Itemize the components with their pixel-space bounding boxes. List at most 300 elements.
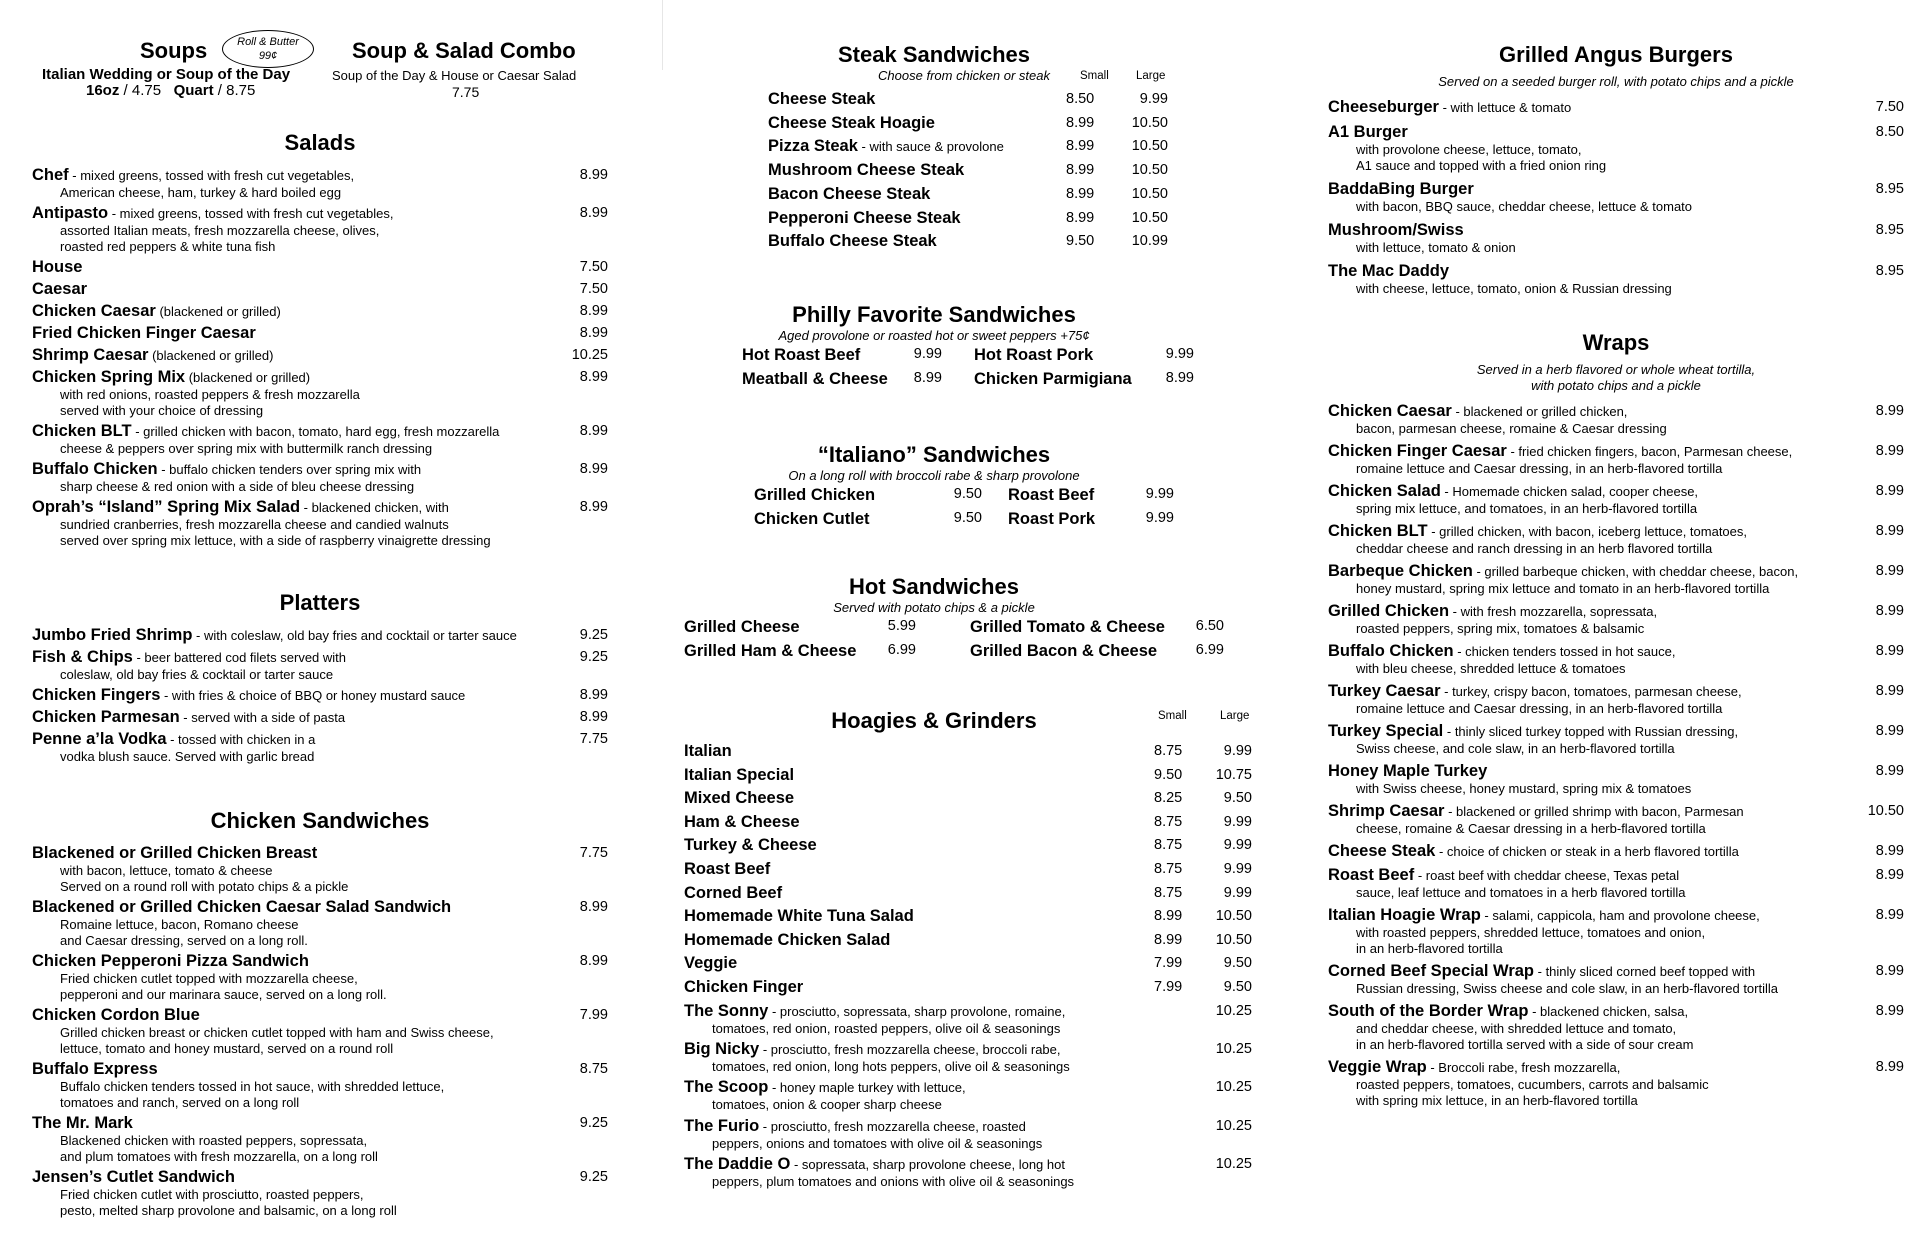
salads-item-line (32, 460, 608, 479)
salads-item-name: Chef (32, 166, 69, 184)
hoagies-item-name: Mixed Cheese (684, 789, 795, 808)
hoagies-special-price: 10.25 (1215, 1002, 1252, 1019)
wraps-item (1328, 1002, 1904, 1053)
platters-item (32, 730, 608, 765)
wraps-item-name: Grilled Chicken (1328, 602, 1450, 620)
wraps-item-price: 8.99 (1875, 763, 1904, 779)
soup-price-quart: / 8.75 (217, 82, 256, 99)
hoagies-section (684, 708, 1254, 1190)
chicken_sandwiches-item-detail: Romaine lettuce, bacon, Romano cheese (60, 917, 299, 932)
platters-item (32, 626, 608, 645)
salads-item-line (32, 280, 608, 299)
column-divider (662, 0, 663, 70)
platters-item-price: 9.25 (579, 649, 608, 665)
wraps-item-line (1328, 562, 1904, 581)
wraps-item-detail: sauce, leaf lettuce and tomatoes in a herb flavored tortilla (1356, 885, 1686, 900)
wraps-item (1328, 762, 1904, 797)
burgers-subtitle: Served on a seeded burger roll, with potato chips and a pickle (1438, 74, 1794, 89)
wraps-item-line (1328, 906, 1904, 925)
burgers-item-name: BaddaBing Burger (1328, 180, 1474, 198)
steak-item-desc: - with sauce & provolone (857, 139, 1004, 155)
burgers-item-detail: with cheese, lettuce, tomato, onion & Russian dressing (1356, 281, 1672, 296)
salads-item-detail: cheese & peppers over spring mix with buttermilk ranch dressing (60, 441, 433, 456)
chicken_sandwiches-item (32, 898, 608, 949)
wraps-item-name: Barbeque Chicken (1328, 562, 1473, 580)
wraps-item-desc: - Broccoli rabe, fresh mozzarella, (1426, 1060, 1621, 1075)
hoagies-large-header: Large (1220, 710, 1250, 722)
salads-item-line (32, 422, 608, 441)
hoagies-item-large-price: 9.99 (1223, 813, 1252, 830)
salads-item-desc: - buffalo chicken tenders over spring mix with (157, 462, 422, 477)
chicken_sandwiches-item-line (32, 952, 608, 971)
hoagies-item-small-price: 8.99 (1154, 908, 1183, 925)
hoagies-item-name: Veggie (684, 954, 738, 973)
steak-item (768, 137, 1188, 156)
soup-size-16oz: 16oz (86, 82, 120, 99)
salads-item-price: 7.50 (579, 259, 608, 275)
salads-item-line (32, 204, 608, 223)
hoagies-item (684, 884, 1254, 903)
chicken_sandwiches-item-detail: and Caesar dressing, served on a long roll. (60, 933, 308, 948)
hoagies-special-desc: - sopressata, sharp provolone cheese, long hot (790, 1157, 1065, 1173)
wraps-subtitle: with potato chips and a pickle (1531, 378, 1701, 393)
wraps-item (1328, 482, 1904, 517)
hoagies-item-name: Corned Beef (684, 883, 783, 902)
salads-item (32, 422, 608, 457)
steak-item-large-price: 10.50 (1131, 162, 1168, 179)
hoagies-special-desc: - honey maple turkey with lettuce, (768, 1080, 966, 1096)
combo-price: 7.75 (452, 84, 480, 100)
philly-item-price: 9.99 (913, 346, 942, 362)
hoagies-special-name: The Sonny (684, 1001, 769, 1020)
italiano-item-price: 9.99 (1145, 510, 1174, 526)
salads-item-line (32, 498, 608, 517)
hoagies-item-name: Homemade White Tuna Salad (684, 907, 914, 926)
chicken_sandwiches-item (32, 1114, 608, 1165)
wraps-item-line (1328, 802, 1904, 821)
wraps-item-desc: - grilled chicken, with bacon, iceberg lettuce, tomatoes, (1427, 524, 1748, 539)
steak-item (768, 232, 1188, 251)
platters-item-desc: - served with a side of pasta (179, 710, 346, 725)
burgers-item-line (1328, 123, 1904, 142)
wraps-item-price: 8.99 (1875, 603, 1904, 619)
chicken_sandwiches-item-name: Buffalo Express (32, 1060, 158, 1078)
hoagies-special-desc: - prosciutto, fresh mozzarella cheese, roasted (759, 1118, 1026, 1134)
salads-item-desc: - mixed greens, tossed with fresh cut vegetables, (68, 168, 355, 183)
steak-sandwiches-section (684, 42, 1254, 251)
italiano-item-name: Grilled Chicken (754, 486, 876, 504)
hoagies-item (684, 954, 1254, 973)
chicken_sandwiches-item-detail: pesto, melted sharp provolone and balsamic, on a long roll (60, 1203, 397, 1218)
hot-item-price: 6.99 (1195, 642, 1224, 658)
salads-item-detail: American cheese, ham, turkey & hard boiled egg (60, 185, 342, 200)
wraps-item-line (1328, 962, 1904, 981)
burgers-item (1328, 98, 1904, 117)
salads-item-name: Chicken Caesar (32, 302, 156, 320)
chicken_sandwiches-item-detail: Blackened chicken with roasted peppers, sopressata, (60, 1133, 368, 1148)
salads-item-name: Oprah’s “Island” Spring Mix Salad (32, 498, 301, 516)
salads-item-price: 8.99 (579, 499, 608, 515)
italiano-item-name: Roast Pork (1008, 510, 1096, 528)
wraps-item-desc: - blackened or grilled shrimp with bacon, Parmesan (1444, 804, 1744, 819)
wraps-item-detail: in an herb-flavored tortilla served with a side of sour cream (1356, 1037, 1694, 1052)
salads-item (32, 258, 608, 277)
platters-item-price: 7.75 (579, 731, 608, 747)
salads-item (32, 204, 608, 255)
platters-item (32, 708, 608, 727)
wraps-item-price: 8.99 (1875, 867, 1904, 883)
soup-price-16oz: / 4.75 (123, 82, 162, 99)
burgers-item-name: The Mac Daddy (1328, 262, 1450, 280)
burgers-item (1328, 221, 1904, 256)
steak-item-small-price: 8.99 (1066, 138, 1095, 155)
salads-item-price: 10.25 (571, 347, 608, 363)
wraps-item-desc: - thinly sliced turkey topped with Russian dressing, (1443, 724, 1739, 739)
platters-item-desc: - tossed with chicken in a (166, 732, 316, 747)
wraps-item-price: 8.99 (1875, 1059, 1904, 1075)
wraps-item-name: Turkey Special (1328, 722, 1444, 740)
steak-item (768, 161, 1188, 180)
roll-butter-price: 99¢ (258, 50, 278, 62)
wraps-item-line (1328, 442, 1904, 461)
wraps-item-name: Veggie Wrap (1328, 1058, 1427, 1076)
platters-item-desc: - with coleslaw, old bay fries and cocktail or tarter sauce (192, 628, 517, 643)
chicken_sandwiches-item-detail: Fried chicken cutlet topped with mozzarella cheese, (60, 971, 358, 986)
steak-item-name: Pepperoni Cheese Steak (768, 208, 961, 227)
steak-item (768, 90, 1188, 109)
platters-item-price: 9.25 (579, 627, 608, 643)
wraps-item-desc: - grilled barbeque chicken, with cheddar cheese, bacon, (1472, 564, 1799, 579)
hoagies-item-name: Chicken Finger (684, 978, 804, 996)
wraps-item-line (1328, 762, 1904, 781)
salads-item-detail: sundried cranberries, fresh mozzarella cheese and candied walnuts (60, 517, 449, 532)
wraps-item (1328, 642, 1904, 677)
steak-item (768, 114, 1188, 133)
hoagies-item-name: Roast Beef (684, 860, 771, 878)
hot-subtitle: Served with potato chips & a pickle (833, 600, 1035, 615)
philly-item-name: Hot Roast Pork (974, 346, 1094, 364)
salads-item-name: Antipasto (32, 204, 109, 222)
chicken_sandwiches-item-line (32, 1060, 608, 1079)
burgers-item (1328, 262, 1904, 297)
salads-item (32, 460, 608, 495)
chicken_sandwiches-item-detail: with bacon, lettuce, tomato & cheese (60, 863, 273, 878)
philly-title: Philly Favorite Sandwiches (792, 302, 1076, 327)
salads-item (32, 166, 608, 201)
hoagies-item-large-price: 9.50 (1223, 955, 1252, 972)
steak-item-name: Pizza Steak (768, 137, 858, 156)
steak-item (768, 185, 1188, 204)
salads-item-line (32, 346, 608, 365)
wraps-item-price: 8.99 (1875, 563, 1904, 579)
hoagies-item-small-price: 7.99 (1154, 955, 1183, 972)
burgers-item-detail: with bacon, BBQ sauce, cheddar cheese, lettuce & tomato (1356, 199, 1693, 214)
hoagies-item-small-price: 8.99 (1154, 931, 1183, 948)
wraps-item (1328, 842, 1904, 861)
chicken_sandwiches-item-name: Jensen’s Cutlet Sandwich (32, 1168, 235, 1186)
chicken_sandwiches-item-price: 9.25 (579, 1169, 608, 1185)
platters-item-line (32, 626, 608, 645)
salads-item-line (32, 368, 608, 387)
salads-item-detail: served with your choice of dressing (60, 403, 264, 418)
salads-item-name: Buffalo Chicken (32, 460, 158, 478)
chicken_sandwiches-item-price: 9.25 (579, 1115, 608, 1131)
chicken_sandwiches-item-detail: tomatoes and ranch, served on a long roll (60, 1095, 300, 1110)
burgers-item-detail: A1 sauce and topped with a fried onion ring (1356, 158, 1607, 173)
wraps-item-price: 8.99 (1875, 723, 1904, 739)
wraps-item-detail: romaine lettuce and Caesar dressing, in an herb-flavored tortilla (1356, 461, 1723, 476)
steak-small-header: Small (1080, 70, 1109, 82)
wraps-item-name: South of the Border Wrap (1328, 1002, 1529, 1020)
salads-item-line (32, 302, 608, 321)
salads-item-name: Chicken BLT (32, 422, 132, 440)
wraps-item-name: Turkey Caesar (1328, 682, 1441, 700)
salads-item (32, 302, 608, 321)
hoagies-special-detail: peppers, plum tomatoes and onions with olive oil & seasonings (712, 1174, 1075, 1190)
steak-item-large-price: 10.50 (1131, 114, 1168, 131)
philly-item-price: 8.99 (913, 370, 942, 386)
platters-item-line (32, 730, 608, 749)
wraps-item-desc: - with fresh mozzarella, sopressata, (1449, 604, 1658, 619)
roll-butter-label: Roll & Butter (237, 36, 299, 48)
hot-item-name: Grilled Ham & Cheese (684, 642, 857, 660)
wraps-item (1328, 442, 1904, 477)
chicken_sandwiches-item (32, 844, 608, 895)
wraps-item-detail: roasted peppers, tomatoes, cucumbers, carrots and balsamic (1356, 1077, 1709, 1092)
salads-item-price: 8.99 (579, 303, 608, 319)
hoagies-special (684, 1040, 1254, 1075)
wraps-item-price: 8.99 (1875, 643, 1904, 659)
italiano-item-name: Roast Beef (1008, 486, 1095, 504)
salads-item-name: Fried Chicken Finger Caesar (32, 324, 256, 342)
hoagies-special-price: 10.25 (1215, 1156, 1252, 1173)
wraps-item-detail: and cheddar cheese, with shredded lettuce and tomato, (1356, 1021, 1677, 1036)
wraps-item (1328, 562, 1904, 597)
italiano-section (684, 442, 1254, 528)
hoagies-item (684, 742, 1254, 761)
hoagies-item (684, 978, 1254, 997)
steak-large-header: Large (1136, 70, 1166, 82)
wraps-item-line (1328, 1058, 1904, 1077)
chicken_sandwiches-item-price: 7.99 (579, 1007, 608, 1023)
steak-item-name: Cheese Steak (768, 90, 876, 108)
hoagies-item (684, 931, 1254, 950)
chicken_sandwiches-item-detail: Grilled chicken breast or chicken cutlet topped with ham and Swiss cheese, (60, 1025, 494, 1040)
philly-subtitle: Aged provolone or roasted hot or sweet peppers +75¢ (778, 328, 1090, 343)
steak-item-small-price: 8.99 (1066, 162, 1095, 179)
chicken_sandwiches-item (32, 1168, 608, 1219)
platters-item-name: Fish & Chips (32, 648, 133, 666)
hoagies-small-header: Small (1158, 710, 1187, 722)
wraps-item-detail: romaine lettuce and Caesar dressing, in an herb-flavored tortilla (1356, 701, 1723, 716)
salads-item-desc: - mixed greens, tossed with fresh cut vegetables, (108, 206, 394, 221)
chicken_sandwiches-item-price: 8.99 (579, 953, 608, 969)
salads-item-price: 8.99 (579, 205, 608, 221)
wraps-item-detail: with Swiss cheese, honey mustard, spring mix & tomatoes (1356, 781, 1692, 796)
salads-item (32, 346, 608, 365)
steak-item-large-price: 10.50 (1131, 185, 1168, 202)
platters-item-line (32, 708, 608, 727)
wraps-item-name: Buffalo Chicken (1328, 642, 1454, 660)
salads-item (32, 280, 608, 299)
hoagies-item-large-price: 10.75 (1215, 766, 1252, 783)
salads-item-detail: sharp cheese & red onion with a side of bleu cheese dressing (60, 479, 415, 494)
burgers-item-detail: with provolone cheese, lettuce, tomato, (1356, 142, 1582, 157)
hot-item-name: Grilled Tomato & Cheese (970, 618, 1165, 636)
burgers-item-detail: with lettuce, tomato & onion (1356, 240, 1516, 255)
italiano-subtitle: On a long roll with broccoli rabe & sharp provolone (788, 468, 1080, 483)
salads-item-name: Shrimp Caesar (32, 346, 149, 364)
hoagies-item-name: Italian Special (684, 765, 795, 784)
salads-item-detail: assorted Italian meats, fresh mozzarella cheese, olives, (60, 223, 380, 238)
hot-title: Hot Sandwiches (849, 574, 1019, 599)
wraps-item-line (1328, 866, 1904, 885)
burgers-section (1328, 42, 1904, 303)
hoagies-item-name: Italian (684, 742, 732, 760)
steak-item-small-price: 8.99 (1066, 185, 1095, 202)
wraps-item-name: Chicken Finger Caesar (1328, 442, 1507, 460)
salads-item-name: Chicken Spring Mix (32, 368, 186, 386)
salads-item (32, 498, 608, 549)
hoagies-special-name: The Scoop (684, 1078, 769, 1097)
salads-item-desc: (blackened or grilled) (148, 348, 274, 363)
hot-sandwiches-section (684, 574, 1254, 660)
burgers-item-name: Mushroom/Swiss (1328, 221, 1464, 239)
chicken_sandwiches-item-price: 8.75 (579, 1061, 608, 1077)
wraps-item (1328, 906, 1904, 957)
steak-item-name: Mushroom Cheese Steak (768, 161, 965, 180)
burgers-item-name: A1 Burger (1328, 123, 1408, 141)
wraps-item-price: 10.50 (1867, 803, 1904, 819)
burgers-item-price: 8.95 (1875, 181, 1904, 197)
salads-item-line (32, 258, 608, 277)
hoagies-special (684, 1002, 1254, 1037)
hoagies-item-small-price: 8.75 (1154, 861, 1183, 877)
wraps-item (1328, 866, 1904, 901)
soups-section (32, 28, 608, 98)
philly-section (684, 302, 1254, 388)
chicken_sandwiches-item-detail: and plum tomatoes with fresh mozzarella, on a long roll (60, 1149, 378, 1164)
chicken_sandwiches-item-name: Chicken Pepperoni Pizza Sandwich (32, 952, 309, 970)
hoagies-special-line (684, 1002, 1254, 1021)
hoagies-special-desc: - prosciutto, fresh mozzarella cheese, broccoli rabe, (759, 1042, 1061, 1057)
hoagies-special-price: 10.25 (1215, 1041, 1252, 1057)
wraps-item-name: Shrimp Caesar (1328, 802, 1445, 820)
burgers-item-name: Cheeseburger (1328, 98, 1439, 116)
steak-item-large-price: 10.50 (1131, 138, 1168, 155)
wraps-item-desc: - Homemade chicken salad, cooper cheese, (1440, 484, 1699, 499)
hoagies-item-large-price: 9.50 (1223, 979, 1252, 995)
wraps-item-line (1328, 842, 1904, 861)
wraps-item-name: Honey Maple Turkey (1328, 762, 1488, 780)
steak-item-name: Bacon Cheese Steak (768, 184, 931, 203)
burgers-item-line (1328, 180, 1904, 199)
wraps-item-price: 8.99 (1875, 403, 1904, 419)
hoagies-item-small-price: 7.99 (1154, 979, 1183, 995)
platters-item-desc: - with fries & choice of BBQ or honey mustard sauce (160, 688, 466, 703)
wraps-title: Wraps (1582, 330, 1650, 355)
salads-item-name: House (32, 258, 83, 276)
chicken_sandwiches-item-price: 8.99 (579, 899, 608, 915)
platters-item-detail: vodka blush sauce. Served with garlic bread (60, 749, 315, 764)
hoagies-special-line (684, 1117, 1254, 1136)
hoagies-item (684, 860, 1254, 879)
platters-section (32, 590, 608, 768)
soups-line: Italian Wedding or Soup of the Day (42, 66, 291, 83)
steak-item-large-price: 10.99 (1131, 233, 1168, 250)
roll-butter-badge (222, 30, 314, 68)
wraps-item-desc: - chicken tenders tossed in hot sauce, (1453, 644, 1676, 659)
platters-item-desc: - beer battered cod filets served with (132, 650, 347, 665)
salads-item-desc: (blackened or grilled) (185, 370, 311, 385)
salads-item-desc: - grilled chicken with bacon, tomato, hard egg, fresh mozzarella (131, 424, 500, 439)
hoagies-item-small-price: 8.25 (1154, 790, 1183, 807)
wraps-item-name: Chicken BLT (1328, 522, 1428, 540)
chicken_sandwiches-item-name: The Mr. Mark (32, 1114, 133, 1132)
chicken_sandwiches-item-line (32, 1114, 608, 1133)
hoagies-special-price: 10.25 (1215, 1117, 1252, 1134)
philly-item-name: Meatball & Cheese (742, 370, 888, 388)
burgers-item (1328, 180, 1904, 215)
hoagies-item-large-price: 9.50 (1223, 790, 1252, 807)
chicken_sandwiches-item-line (32, 1168, 608, 1187)
hoagies-item-large-price: 9.99 (1223, 837, 1252, 854)
wraps-item (1328, 602, 1904, 637)
platters-item (32, 686, 608, 705)
hoagies-special (684, 1078, 1254, 1113)
wraps-item-line (1328, 602, 1904, 621)
hot-item-price: 6.50 (1195, 618, 1224, 634)
wraps-section (1328, 330, 1904, 1114)
italiano-item-price: 9.99 (1145, 486, 1174, 502)
salads-item-desc: - blackened chicken, with (300, 500, 449, 515)
hoagies-item (684, 813, 1254, 832)
chicken_sandwiches-title: Chicken Sandwiches (210, 808, 430, 833)
salads-item-price: 8.99 (579, 369, 608, 385)
wraps-item-desc: - fried chicken fingers, bacon, Parmesan cheese, (1506, 444, 1793, 459)
salads-item-price: 8.99 (579, 325, 608, 341)
platters-item-name: Chicken Parmesan (32, 708, 180, 726)
wraps-item-desc: - choice of chicken or steak in a herb flavored tortilla (1435, 844, 1739, 859)
wraps-item-name: Chicken Salad (1328, 482, 1441, 500)
wraps-item-name: Roast Beef (1328, 866, 1415, 884)
steak-item-name: Cheese Steak Hoagie (768, 113, 935, 132)
soup-size-quart: Quart (173, 82, 214, 99)
hot-item-price: 6.99 (887, 642, 916, 658)
hoagies-special-name: The Daddie O (684, 1155, 791, 1174)
hoagies-item (684, 907, 1254, 926)
chicken_sandwiches-item (32, 952, 608, 1003)
chicken_sandwiches-item-name: Chicken Cordon Blue (32, 1006, 200, 1024)
wraps-item-desc: - salami, cappicola, ham and provolone cheese, (1480, 908, 1760, 923)
hoagies-item (684, 766, 1254, 785)
wraps-item (1328, 522, 1904, 557)
burgers-title: Grilled Angus Burgers (1499, 42, 1733, 67)
salads-item-line (32, 166, 608, 185)
philly-item-price: 8.99 (1165, 370, 1194, 386)
wraps-item-name: Cheese Steak (1328, 842, 1436, 860)
wraps-item-desc: - blackened or grilled chicken, (1451, 404, 1628, 419)
wraps-item (1328, 1058, 1904, 1109)
steak-item-name: Buffalo Cheese Steak (768, 232, 937, 251)
hoagies-item-small-price: 8.75 (1154, 743, 1183, 759)
salads-item-detail: roasted red peppers & white tuna fish (60, 239, 276, 254)
hoagies-special-price: 10.25 (1215, 1079, 1252, 1096)
hoagies-title: Hoagies & Grinders (831, 708, 1037, 733)
burgers-item-price: 8.50 (1875, 124, 1904, 140)
steak-title: Steak Sandwiches (838, 42, 1030, 67)
hot-item-name: Grilled Cheese (684, 618, 800, 636)
